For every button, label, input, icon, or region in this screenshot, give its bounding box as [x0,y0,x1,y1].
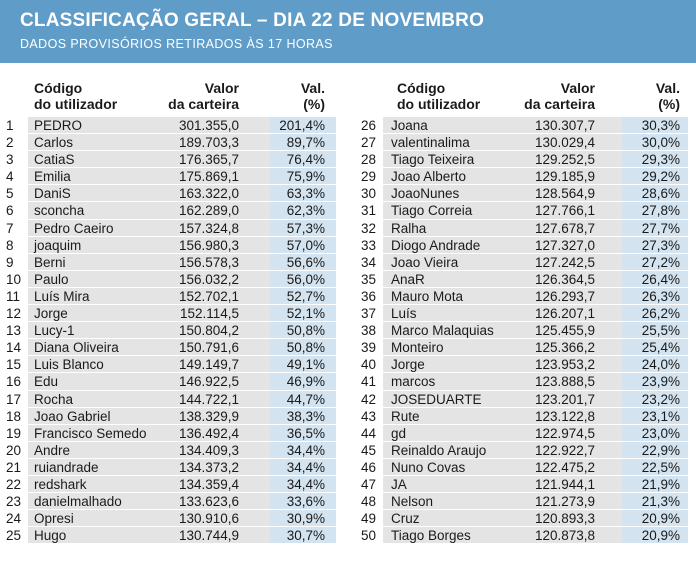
value-cell: 189.703,3 [178,135,239,151]
pct-cell: 22,5% [641,459,680,475]
user-cell: Lucy-1 [34,323,75,339]
rank-cell: 36 [361,288,377,304]
rank-cell: 6 [6,203,14,219]
table-row [356,288,688,305]
table-row [356,442,688,459]
table-row [356,425,688,442]
rank-cell: 18 [6,408,22,424]
rank-cell: 7 [6,220,14,236]
column-header-pct [656,80,680,112]
value-cell: 127.678,7 [534,220,595,236]
user-cell: Paulo [34,271,69,287]
value-cell: 126.364,5 [534,271,595,287]
table-row [0,117,336,134]
user-cell: Diana Oliveira [34,340,119,356]
user-cell: Rute [391,408,420,424]
user-cell: Opresi [34,511,74,527]
table-row [0,254,336,271]
user-cell: Jorge [391,357,425,373]
pct-cell: 29,2% [641,169,680,185]
pct-cell: 75,9% [286,169,325,185]
table-row [0,151,336,168]
rank-cell: 29 [361,169,377,185]
table-row [356,322,688,339]
value-cell: 129.252,5 [534,152,595,168]
table-row [0,288,336,305]
value-cell: 128.564,9 [534,186,595,202]
pct-cell: 27,2% [641,254,680,270]
value-cell: 150.791,6 [178,340,239,356]
value-cell: 121.273,9 [534,494,595,510]
rank-cell: 24 [6,511,22,527]
table-body [0,117,336,544]
rank-cell: 34 [361,254,377,270]
table-row [0,185,336,202]
rank-cell: 48 [361,494,377,510]
table-row [356,237,688,254]
rank-cell: 12 [6,306,22,322]
value-cell: 130.029,4 [534,135,595,151]
user-cell: PEDRO [34,118,83,133]
table-row [356,168,688,185]
table-row [0,220,336,237]
value-cell: 123.953,2 [534,357,595,373]
rank-cell: 13 [6,323,22,339]
user-cell: JA [391,476,407,492]
pct-cell: 27,8% [641,203,680,219]
column-header-user [34,80,117,112]
table-row [0,339,336,356]
pct-cell: 49,1% [286,357,325,373]
header-line: do utilizador [397,96,481,112]
user-cell: AnaR [391,271,425,287]
value-cell: 144.722,1 [178,391,239,407]
table-row [0,391,336,408]
user-cell: Tiago Borges [391,528,471,544]
pct-cell: 57,3% [286,220,325,236]
rank-cell: 4 [6,169,14,185]
user-cell: JOSEDUARTE [391,391,482,407]
value-cell: 176.365,7 [178,152,239,168]
table-row [0,237,336,254]
header-line: (%) [303,96,325,112]
pct-cell: 23,2% [641,391,680,407]
rank-cell: 2 [6,135,14,151]
table-row [356,271,688,288]
table-row [356,185,688,202]
user-cell: Marco Malaquias [391,323,494,339]
table-row [356,493,688,510]
user-cell: joaquim [34,237,82,253]
user-cell: danielmalhado [34,494,122,510]
user-cell: Joao Vieira [391,254,459,270]
user-cell: valentinalima [391,135,470,151]
value-cell: 136.492,4 [178,425,239,441]
pct-cell: 52,1% [286,306,325,322]
row-divider [356,543,688,544]
value-cell: 127.242,5 [534,254,595,270]
rank-cell: 31 [361,203,377,219]
rank-cell: 38 [361,323,377,339]
rank-cell: 21 [6,459,22,475]
pct-cell: 50,8% [286,323,325,339]
pct-cell: 57,0% [286,237,325,253]
pct-cell: 46,9% [286,374,325,390]
user-cell: Andre [34,442,71,458]
pct-cell: 30,3% [641,118,680,133]
rank-cell: 3 [6,152,14,168]
pct-cell: 56,6% [286,254,325,270]
value-cell: 134.359,4 [178,476,239,492]
pct-cell: 28,6% [641,186,680,202]
table-row [0,134,336,151]
rank-cell: 9 [6,254,14,270]
user-cell: Francisco Semedo [34,425,147,441]
pct-cell: 25,5% [641,323,680,339]
value-cell: 125.455,9 [534,323,595,339]
table-row [0,408,336,425]
header-line: Val. [300,80,325,96]
rank-cell: 40 [361,357,377,373]
pct-cell: 23,9% [641,374,680,390]
user-cell: Reinaldo Araujo [391,442,487,458]
value-cell: 138.329,9 [178,408,239,424]
header-line: Código [397,80,446,96]
column-header-user [397,80,480,112]
rank-cell: 10 [6,271,22,287]
table-row [0,305,336,322]
pct-cell: 50,8% [286,340,325,356]
user-cell: Joao Gabriel [34,408,111,424]
pct-cell: 63,3% [286,186,325,202]
pct-cell: 29,3% [641,152,680,168]
rank-cell: 8 [6,237,14,253]
page-subtitle: DADOS PROVISÓRIOS RETIRADOS ÀS 17 HORAS [20,37,333,51]
value-cell: 123.122,8 [534,408,595,424]
header-line: Valor [204,80,239,96]
user-cell: CatiaS [34,152,75,168]
pct-cell: 89,7% [286,135,325,151]
pct-cell: 34,4% [286,459,325,475]
pct-cell: 52,7% [286,288,325,304]
table-row [356,356,688,373]
rank-cell: 44 [361,425,377,441]
header-line: (%) [658,96,680,112]
rank-cell: 26 [361,118,377,133]
pct-cell: 27,3% [641,237,680,253]
pct-cell: 34,4% [286,476,325,492]
user-cell: Mauro Mota [391,288,464,304]
value-cell: 121.944,1 [534,476,595,492]
table-row [356,151,688,168]
value-cell: 157.324,8 [178,220,239,236]
value-cell: 130.307,7 [534,118,595,133]
value-cell: 122.974,5 [534,425,595,441]
value-cell: 120.893,3 [534,511,595,527]
header-line: da carteira [524,96,595,112]
user-cell: DaniS [34,186,71,202]
rank-cell: 28 [361,152,377,168]
table-row [0,459,336,476]
user-cell: sconcha [34,203,85,219]
column-header-value [168,80,239,112]
pct-cell: 33,6% [286,494,325,510]
user-cell: Emilia [34,169,71,185]
table-row [356,510,688,527]
rank-cell: 1 [6,118,14,133]
pct-cell: 56,0% [286,271,325,287]
value-cell: 129.185,9 [534,169,595,185]
pct-cell: 26,4% [641,271,680,287]
rank-cell: 30 [361,186,377,202]
user-cell: Nuno Covas [391,459,466,475]
user-cell: gd [391,425,407,441]
rank-cell: 27 [361,135,377,151]
table-row [356,408,688,425]
value-cell: 123.201,7 [534,391,595,407]
rank-cell: 41 [361,374,377,390]
pct-cell: 201,4% [279,118,325,133]
user-cell: marcos [391,374,436,390]
user-cell: Tiago Correia [391,203,473,219]
pct-cell: 26,3% [641,288,680,304]
ranking-table-right [356,80,688,544]
value-cell: 133.623,6 [178,494,239,510]
pct-cell: 30,7% [286,528,325,544]
user-cell: Carlos [34,135,74,151]
table-row [356,373,688,390]
pct-cell: 27,7% [641,220,680,236]
pct-cell: 38,3% [286,408,325,424]
value-cell: 156.578,3 [178,254,239,270]
column-header-pct [301,80,325,112]
table-row [356,117,688,134]
user-cell: redshark [34,476,87,492]
table-row [0,442,336,459]
rank-cell: 16 [6,374,22,390]
rank-cell: 37 [361,306,377,322]
user-cell: Tiago Teixeira [391,152,475,168]
value-cell: 122.922,7 [534,442,595,458]
row-divider [0,543,336,544]
user-cell: Monteiro [391,340,444,356]
user-cell: Rocha [34,391,74,407]
title-banner [0,0,696,63]
table-body [356,117,688,544]
table-row [0,202,336,219]
value-cell: 127.327,0 [534,237,595,253]
rank-cell: 25 [6,528,22,544]
header-line: Valor [560,80,595,96]
rank-cell: 49 [361,511,377,527]
pct-cell: 21,9% [641,476,680,492]
rank-cell: 32 [361,220,377,236]
table-row [356,527,688,544]
table-header [0,80,336,116]
rank-cell: 50 [361,528,377,544]
rank-cell: 39 [361,340,377,356]
table-row [356,391,688,408]
value-cell: 301.355,0 [178,118,239,133]
header-line: Código [34,80,83,96]
table-row [0,476,336,493]
user-cell: Luis Blanco [34,357,104,373]
table-row [0,373,336,390]
table-row [0,510,336,527]
table-row [0,322,336,339]
user-cell: Cruz [391,511,420,527]
value-cell: 123.888,5 [534,374,595,390]
value-cell: 126.207,1 [534,306,595,322]
pct-cell: 34,4% [286,442,325,458]
value-cell: 127.766,1 [534,203,595,219]
user-cell: ruiandrade [34,459,99,475]
column-header-value [524,80,595,112]
table-row [0,168,336,185]
rank-cell: 33 [361,237,377,253]
value-cell: 125.366,2 [534,340,595,356]
value-cell: 126.293,7 [534,288,595,304]
value-cell: 134.373,2 [178,459,239,475]
table-row [356,202,688,219]
value-cell: 122.475,2 [534,459,595,475]
rank-cell: 17 [6,391,22,407]
value-cell: 152.702,1 [178,288,239,304]
pct-cell: 23,0% [641,425,680,441]
user-cell: Jorge [34,306,68,322]
value-cell: 146.922,5 [178,374,239,390]
user-cell: Diogo Andrade [391,237,481,253]
value-cell: 175.869,1 [178,169,239,185]
rank-cell: 11 [6,288,21,304]
user-cell: Nelson [391,494,434,510]
rank-cell: 14 [6,340,22,356]
rank-cell: 46 [361,459,377,475]
table-row [0,271,336,288]
value-cell: 120.873,8 [534,528,595,544]
pct-cell: 44,7% [286,391,325,407]
user-cell: Berni [34,254,66,270]
pct-cell: 25,4% [641,340,680,356]
user-cell: Joana [391,118,428,133]
table-row [0,425,336,442]
rank-cell: 19 [6,425,22,441]
table-header [356,80,688,116]
value-cell: 162.289,0 [178,203,239,219]
pct-cell: 24,0% [641,357,680,373]
pct-cell: 21,3% [641,494,680,510]
user-cell: Ralha [391,220,427,236]
pct-cell: 62,3% [286,203,325,219]
table-row [356,254,688,271]
table-row [356,459,688,476]
user-cell: Pedro Caeiro [34,220,114,236]
pct-cell: 23,1% [641,408,680,424]
header-line: da carteira [168,96,239,112]
user-cell: Hugo [34,528,67,544]
header-line: do utilizador [34,96,118,112]
value-cell: 152.114,5 [179,306,239,322]
table-row [0,356,336,373]
pct-cell: 30,0% [641,135,680,151]
rank-cell: 35 [361,271,377,287]
rank-cell: 15 [6,357,22,373]
user-cell: Luís [391,306,417,322]
user-cell: Joao Alberto [391,169,467,185]
rank-cell: 23 [6,494,22,510]
pct-cell: 20,9% [641,528,680,544]
value-cell: 156.032,2 [178,271,239,287]
pct-cell: 20,9% [641,511,680,527]
pct-cell: 76,4% [286,152,325,168]
rank-cell: 43 [361,408,377,424]
rank-cell: 22 [6,476,22,492]
pct-cell: 36,5% [286,425,325,441]
value-cell: 163.322,0 [178,186,239,202]
table-row [0,527,336,544]
table-row [356,476,688,493]
value-cell: 130.744,9 [178,528,239,544]
table-row [356,305,688,322]
rank-cell: 47 [361,476,377,492]
pct-cell: 26,2% [641,306,680,322]
table-row [0,493,336,510]
user-cell: JoaoNunes [391,186,460,202]
user-cell: Edu [34,374,59,390]
rank-cell: 5 [6,186,14,202]
rank-cell: 20 [6,442,22,458]
value-cell: 134.409,3 [178,442,239,458]
pct-cell: 30,9% [286,511,325,527]
value-cell: 130.910,6 [178,511,239,527]
rank-cell: 45 [361,442,377,458]
ranking-table-left [0,80,336,544]
value-cell: 149.149,7 [178,357,239,373]
rank-cell: 42 [361,391,377,407]
user-cell: Luís Mira [34,288,90,304]
table-row [356,339,688,356]
header-line: Val. [655,80,680,96]
value-cell: 150.804,2 [178,323,239,339]
table-row [356,220,688,237]
value-cell: 156.980,3 [178,237,239,253]
page-title: CLASSIFICAÇÃO GERAL – DIA 22 DE NOVEMBRO [20,10,485,31]
pct-cell: 22,9% [641,442,680,458]
table-row [356,134,688,151]
